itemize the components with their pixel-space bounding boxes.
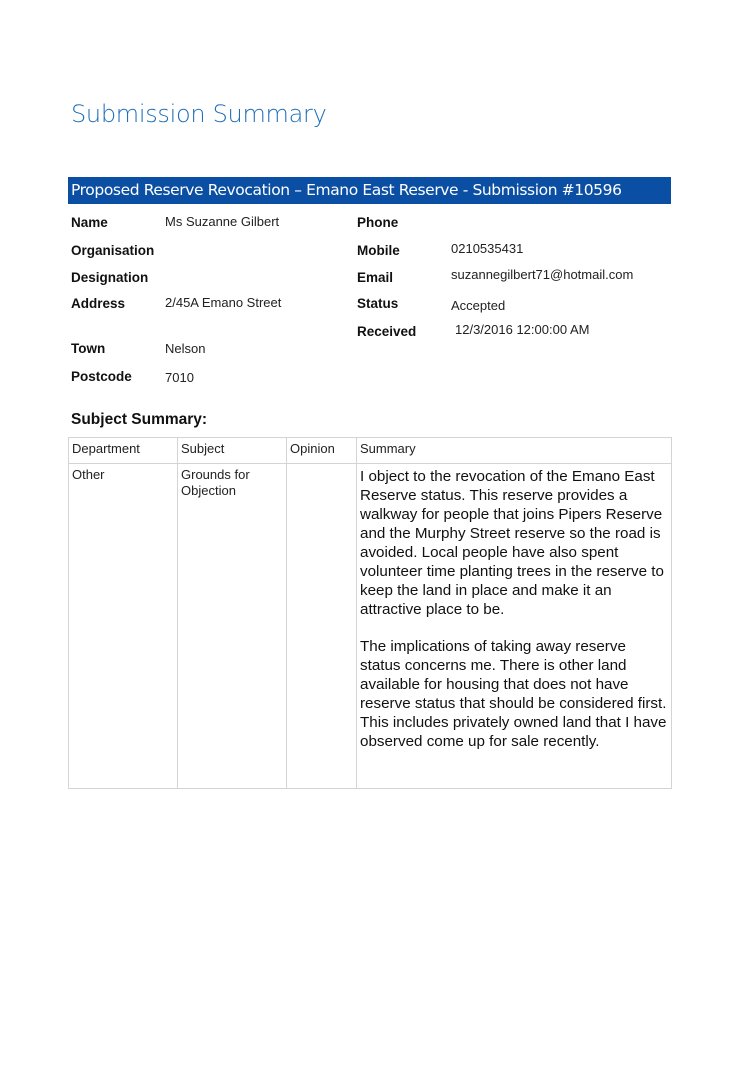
phone-label: Phone — [357, 215, 399, 230]
email-label: Email — [357, 270, 394, 285]
status-label: Status — [357, 296, 399, 311]
subject-summary-heading: Subject Summary: — [71, 411, 208, 428]
column-header-summary: Summary — [357, 438, 672, 464]
summary-cell — [357, 464, 672, 789]
name-value: Ms Suzanne Gilbert — [165, 214, 280, 229]
email-value: suzannegilbert71@hotmail.com — [451, 267, 634, 282]
received-value: 12/3/2016 12:00:00 AM — [455, 322, 590, 337]
status-value: Accepted — [451, 298, 506, 313]
received-label: Received — [357, 324, 417, 339]
summary-paragraph: The implications of taking away reserve status concerns me. There is other land available for housing that does not have reserve status that should be considered first. This includes privately owned land that I have observed come up for sale recently. — [360, 638, 667, 750]
column-header-opinion: Opinion — [287, 438, 357, 464]
table-header-row — [69, 438, 672, 464]
town-value: Nelson — [165, 341, 206, 356]
postcode-label: Postcode — [71, 369, 132, 384]
mobile-label: Mobile — [357, 243, 400, 258]
submission-header-banner: Proposed Reserve Revocation – Emano East Reserve - Submission #10596 — [68, 177, 671, 204]
designation-label: Designation — [71, 270, 149, 285]
column-header-department: Department — [69, 438, 178, 464]
organisation-label: Organisation — [71, 243, 155, 258]
opinion-cell — [287, 464, 357, 789]
subject-summary-table — [68, 437, 672, 789]
department-cell: Other — [69, 464, 178, 789]
town-label: Town — [71, 341, 106, 356]
address-value: 2/45A Emano Street — [165, 295, 282, 310]
postcode-value: 7010 — [165, 370, 194, 385]
page-title: Submission Summary — [71, 100, 327, 128]
name-label: Name — [71, 215, 108, 230]
mobile-value: 0210535431 — [451, 241, 524, 256]
table-row — [69, 464, 672, 789]
summary-paragraph: I object to the revocation of the Emano East Reserve status. This reserve provides a walkway for people that joins Pipers Reserve and the Murphy Street reserve so the road is avoided. Local people have also spent volunteer time planting trees in the reserve to keep the land in place and make it an attractive place to be. — [360, 468, 664, 618]
column-header-subject: Subject — [178, 438, 287, 464]
address-label: Address — [71, 296, 126, 311]
subject-cell: Grounds for Objection — [178, 464, 287, 789]
